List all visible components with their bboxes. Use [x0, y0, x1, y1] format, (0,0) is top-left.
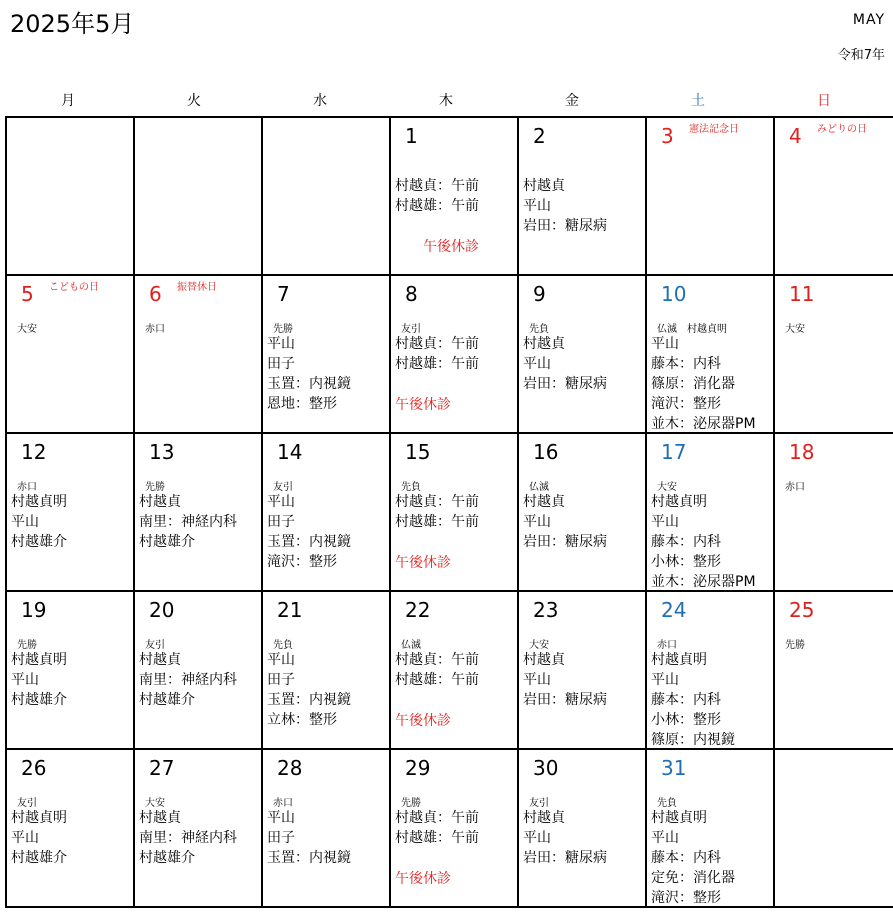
rokuyo-label: 大安 — [785, 324, 805, 335]
rokuyo-label: 仏滅 村越貞明 — [657, 324, 727, 335]
calendar-day-cell — [518, 749, 646, 907]
schedule-entry: 村越雄介 — [11, 850, 67, 866]
calendar-week-row — [6, 275, 893, 433]
calendar-week-row — [6, 117, 893, 275]
schedule-entry: 立林：整形 — [267, 712, 337, 728]
day-number: 24 — [661, 598, 687, 622]
rokuyo-label: 赤口 — [273, 798, 293, 809]
calendar-day-cell — [390, 433, 518, 591]
day-content — [263, 750, 389, 906]
schedule-entries — [395, 176, 479, 216]
day-number: 9 — [533, 282, 546, 306]
schedule-entry: 平山 — [523, 356, 551, 372]
schedule-entry: 平山 — [267, 494, 295, 510]
schedule-entry: 藤本：内科 — [651, 850, 721, 866]
schedule-entry: 村越貞明 — [11, 652, 67, 668]
calendar-day-cell — [390, 749, 518, 907]
calendar-day-cell — [774, 591, 893, 749]
day-number: 18 — [789, 440, 815, 464]
day-content — [519, 434, 645, 590]
day-content — [135, 592, 261, 748]
schedule-entries — [267, 808, 351, 868]
schedule-entry: 村越貞 — [139, 652, 181, 668]
day-number: 10 — [661, 282, 687, 306]
day-content — [135, 750, 261, 906]
schedule-entry: 村越雄：午前 — [395, 830, 479, 846]
day-content — [519, 276, 645, 432]
calendar-day-cell — [134, 591, 262, 749]
schedule-entries — [523, 492, 607, 552]
schedule-entry: 南里：神経内科 — [139, 672, 237, 688]
day-content — [519, 592, 645, 748]
schedule-entry: 村越貞：午前 — [395, 810, 479, 826]
day-content — [135, 118, 261, 274]
calendar-day-cell — [134, 275, 262, 433]
day-content — [135, 434, 261, 590]
calendar-day-cell — [646, 591, 774, 749]
day-number: 30 — [533, 756, 559, 780]
day-number: 11 — [789, 282, 815, 306]
schedule-entry: 村越雄介 — [139, 692, 195, 708]
schedule-entry: 平山 — [267, 652, 295, 668]
schedule-entry: 岩田：糖尿病 — [523, 218, 607, 234]
schedule-entry: 南里：神経内科 — [139, 514, 237, 530]
day-number: 16 — [533, 440, 559, 464]
schedule-entry: 篠原：内視鏡 — [651, 732, 735, 748]
calendar-day-cell — [390, 117, 518, 275]
day-content — [775, 592, 893, 748]
schedule-entry: 平山 — [523, 198, 551, 214]
rokuyo-label: 先負 — [401, 482, 421, 493]
day-content — [7, 592, 133, 748]
schedule-entry: 平山 — [651, 336, 679, 352]
schedule-entry: 岩田：糖尿病 — [523, 850, 607, 866]
day-content — [263, 276, 389, 432]
schedule-entries — [523, 176, 607, 236]
day-number: 2 — [533, 124, 546, 148]
day-number: 21 — [277, 598, 303, 622]
day-number: 6 — [149, 282, 162, 306]
schedule-entries — [523, 334, 607, 394]
rokuyo-label: 大安 — [657, 482, 677, 493]
day-content — [775, 118, 893, 274]
weekday-sat: 土 — [691, 93, 705, 109]
calendar-day-cell — [518, 117, 646, 275]
schedule-entry: 平山 — [267, 336, 295, 352]
schedule-entry: 村越貞：午前 — [395, 336, 479, 352]
day-content — [263, 118, 389, 274]
weekday-sun: 日 — [817, 93, 831, 109]
rokuyo-label: 友引 — [529, 798, 549, 809]
calendar-day-cell — [646, 433, 774, 591]
holiday-name: こどもの日 — [49, 282, 99, 293]
day-number: 29 — [405, 756, 431, 780]
schedule-entry: 村越貞 — [523, 178, 565, 194]
schedule-entries — [267, 334, 351, 414]
afternoon-closed-notice: 午後休診 — [395, 397, 451, 413]
day-content — [647, 118, 773, 274]
schedule-entry: 村越雄：午前 — [395, 514, 479, 530]
day-number: 23 — [533, 598, 559, 622]
schedule-entry: 村越貞 — [139, 810, 181, 826]
schedule-entry: 村越雄介 — [11, 692, 67, 708]
weekday-thu: 木 — [439, 93, 453, 109]
rokuyo-label: 友引 — [401, 324, 421, 335]
schedule-entry: 村越雄介 — [11, 534, 67, 550]
rokuyo-label: 友引 — [17, 798, 37, 809]
schedule-entry: 村越雄介 — [139, 534, 195, 550]
rokuyo-label: 先勝 — [785, 640, 805, 651]
day-content — [647, 434, 773, 590]
day-content — [391, 276, 517, 432]
afternoon-closed-notice: 午後休診 — [395, 555, 451, 571]
schedule-entry: 定免：消化器 — [651, 870, 735, 886]
rokuyo-label: 赤口 — [785, 482, 805, 493]
day-content — [263, 592, 389, 748]
schedule-entries — [523, 650, 607, 710]
calendar-day-cell — [646, 117, 774, 275]
schedule-entry: 村越貞明 — [651, 652, 707, 668]
rokuyo-label: 赤口 — [17, 482, 37, 493]
schedule-entry: 村越貞明 — [651, 494, 707, 510]
day-number: 19 — [21, 598, 47, 622]
rokuyo-label: 友引 — [273, 482, 293, 493]
schedule-entries — [395, 492, 479, 532]
day-number: 28 — [277, 756, 303, 780]
schedule-entry: 藤本：内科 — [651, 534, 721, 550]
day-number: 4 — [789, 124, 802, 148]
calendar-day-cell — [774, 433, 893, 591]
schedule-entry: 村越雄：午前 — [395, 198, 479, 214]
rokuyo-label: 仏滅 — [401, 640, 421, 651]
schedule-entries — [523, 808, 607, 868]
afternoon-closed-notice: 午後休診 — [423, 239, 479, 255]
schedule-entry: 並木：泌尿器PM — [651, 416, 756, 432]
schedule-entry: 村越貞 — [523, 810, 565, 826]
calendar-day-cell — [518, 275, 646, 433]
weekday-tue: 火 — [187, 93, 201, 109]
schedule-entry: 村越貞 — [139, 494, 181, 510]
schedule-entry: 村越貞明 — [11, 494, 67, 510]
day-number: 25 — [789, 598, 815, 622]
weekday-fri: 金 — [565, 93, 579, 109]
afternoon-closed-notice: 午後休診 — [395, 713, 451, 729]
calendar-week-row — [6, 591, 893, 749]
schedule-entries — [395, 650, 479, 690]
day-content — [7, 434, 133, 590]
calendar-week-row — [6, 433, 893, 591]
schedule-entry: 村越貞 — [523, 652, 565, 668]
rokuyo-label: 先勝 — [17, 640, 37, 651]
day-number: 3 — [661, 124, 674, 148]
schedule-entry: 玉置：内視鏡 — [267, 692, 351, 708]
day-content — [775, 750, 893, 906]
schedule-entry: 滝沢：整形 — [651, 890, 721, 906]
day-number: 13 — [149, 440, 175, 464]
schedule-entry: 平山 — [11, 672, 39, 688]
day-content — [647, 276, 773, 432]
rokuyo-label: 先負 — [529, 324, 549, 335]
calendar-day-cell — [390, 591, 518, 749]
calendar-day-cell — [262, 433, 390, 591]
calendar-day-cell — [6, 275, 134, 433]
calendar-day-cell — [646, 275, 774, 433]
schedule-entry: 村越貞 — [523, 494, 565, 510]
day-number: 20 — [149, 598, 175, 622]
schedule-entries — [395, 808, 479, 848]
schedule-entry: 岩田：糖尿病 — [523, 692, 607, 708]
calendar-day-cell — [518, 591, 646, 749]
day-content — [263, 434, 389, 590]
schedule-entry: 平山 — [651, 514, 679, 530]
calendar-day-cell — [646, 749, 774, 907]
rokuyo-label: 仏滅 — [529, 482, 549, 493]
schedule-entry: 村越貞：午前 — [395, 494, 479, 510]
day-number: 31 — [661, 756, 687, 780]
calendar-week-row — [6, 749, 893, 907]
schedule-entry: 小林：整形 — [651, 712, 721, 728]
schedule-entries — [651, 492, 756, 591]
month-english: MAY — [852, 12, 885, 28]
calendar-day-cell — [518, 433, 646, 591]
schedule-entry: 岩田：糖尿病 — [523, 534, 607, 550]
schedule-entry: 田子 — [267, 672, 295, 688]
weekday-wed: 水 — [313, 93, 327, 109]
schedule-entry: 村越貞明 — [11, 810, 67, 826]
schedule-entries — [11, 650, 67, 710]
calendar-day-cell — [6, 749, 134, 907]
schedule-entry: 藤本：内科 — [651, 692, 721, 708]
calendar-day-cell — [6, 117, 134, 275]
rokuyo-label: 大安 — [145, 798, 165, 809]
schedule-entry: 玉置：内視鏡 — [267, 850, 351, 866]
schedule-entry: 平山 — [651, 672, 679, 688]
schedule-entry: 村越貞明 — [651, 810, 707, 826]
day-content — [7, 276, 133, 432]
calendar-day-cell — [774, 117, 893, 275]
schedule-entry: 平山 — [651, 830, 679, 846]
day-number: 7 — [277, 282, 290, 306]
schedule-entry: 藤本：内科 — [651, 356, 721, 372]
schedule-entry: 小林：整形 — [651, 554, 721, 570]
schedule-entry: 玉置：内視鏡 — [267, 376, 351, 392]
calendar-day-cell — [262, 591, 390, 749]
schedule-entry: 村越貞：午前 — [395, 652, 479, 668]
day-content — [391, 434, 517, 590]
day-number: 15 — [405, 440, 431, 464]
holiday-name: 振替休日 — [177, 282, 217, 293]
schedule-entry: 平山 — [11, 830, 39, 846]
schedule-entries — [651, 650, 735, 749]
schedule-entry: 篠原：消化器 — [651, 376, 735, 392]
calendar-day-cell — [774, 275, 893, 433]
calendar-day-cell — [6, 433, 134, 591]
schedule-entry: 平山 — [523, 672, 551, 688]
schedule-entries — [651, 808, 735, 907]
rokuyo-label: 大安 — [17, 324, 37, 335]
era-year: 令和7年 — [837, 48, 885, 63]
rokuyo-label: 友引 — [145, 640, 165, 651]
schedule-entry: 村越雄介 — [139, 850, 195, 866]
day-number: 14 — [277, 440, 303, 464]
weekday-mon: 月 — [61, 93, 75, 109]
schedule-entry: 玉置：内視鏡 — [267, 534, 351, 550]
calendar-day-cell — [6, 591, 134, 749]
day-number: 1 — [405, 124, 418, 148]
calendar-grid — [5, 116, 893, 908]
calendar-title: 2025年5月 — [10, 10, 135, 38]
day-number: 5 — [21, 282, 34, 306]
day-content — [7, 118, 133, 274]
schedule-entries — [11, 808, 67, 868]
calendar-day-cell — [262, 117, 390, 275]
calendar-day-cell — [134, 749, 262, 907]
day-content — [391, 592, 517, 748]
day-content — [391, 750, 517, 906]
schedule-entry: 平山 — [11, 514, 39, 530]
rokuyo-label: 先勝 — [401, 798, 421, 809]
schedule-entries — [11, 492, 67, 552]
schedule-entry: 村越雄：午前 — [395, 672, 479, 688]
day-number: 8 — [405, 282, 418, 306]
calendar-day-cell — [262, 749, 390, 907]
schedule-entry: 南里：神経内科 — [139, 830, 237, 846]
calendar-day-cell — [134, 117, 262, 275]
day-content — [519, 118, 645, 274]
schedule-entries — [267, 650, 351, 730]
schedule-entries — [139, 808, 237, 868]
schedule-entries — [139, 492, 237, 552]
schedule-entry: 田子 — [267, 356, 295, 372]
day-content — [647, 750, 773, 906]
schedule-entries — [267, 492, 351, 572]
schedule-entries — [651, 334, 756, 433]
rokuyo-label: 大安 — [529, 640, 549, 651]
schedule-entry: 平山 — [523, 514, 551, 530]
holiday-name: 憲法記念日 — [689, 124, 739, 135]
schedule-entry: 並木：泌尿器PM — [651, 574, 756, 590]
calendar-day-cell — [774, 749, 893, 907]
rokuyo-label: 赤口 — [145, 324, 165, 335]
schedule-entry: 平山 — [523, 830, 551, 846]
afternoon-closed-notice: 午後休診 — [395, 871, 451, 887]
day-number: 27 — [149, 756, 175, 780]
holiday-name: みどりの日 — [817, 124, 867, 135]
rokuyo-label: 先勝 — [273, 324, 293, 335]
rokuyo-label: 先負 — [273, 640, 293, 651]
schedule-entry: 平山 — [267, 810, 295, 826]
day-content — [391, 118, 517, 274]
weekday-header — [5, 90, 887, 110]
day-content — [647, 592, 773, 748]
schedule-entry: 村越貞 — [523, 336, 565, 352]
day-content — [519, 750, 645, 906]
calendar-day-cell — [262, 275, 390, 433]
day-content — [775, 276, 893, 432]
day-content — [135, 276, 261, 432]
day-number: 26 — [21, 756, 47, 780]
day-number: 17 — [661, 440, 687, 464]
schedule-entries — [395, 334, 479, 374]
schedule-entry: 恩地：整形 — [267, 396, 337, 412]
rokuyo-label: 先勝 — [145, 482, 165, 493]
schedule-entries — [139, 650, 237, 710]
day-number: 12 — [21, 440, 47, 464]
schedule-entry: 滝沢：整形 — [267, 554, 337, 570]
day-number: 22 — [405, 598, 431, 622]
rokuyo-label: 先負 — [657, 798, 677, 809]
rokuyo-label: 赤口 — [657, 640, 677, 651]
calendar-day-cell — [390, 275, 518, 433]
schedule-entry: 滝沢：整形 — [651, 396, 721, 412]
schedule-entry: 田子 — [267, 514, 295, 530]
day-content — [7, 750, 133, 906]
schedule-entry: 岩田：糖尿病 — [523, 376, 607, 392]
day-content — [775, 434, 893, 590]
schedule-entry: 村越雄：午前 — [395, 356, 479, 372]
schedule-entry: 村越貞：午前 — [395, 178, 479, 194]
schedule-entry: 田子 — [267, 830, 295, 846]
calendar-day-cell — [134, 433, 262, 591]
